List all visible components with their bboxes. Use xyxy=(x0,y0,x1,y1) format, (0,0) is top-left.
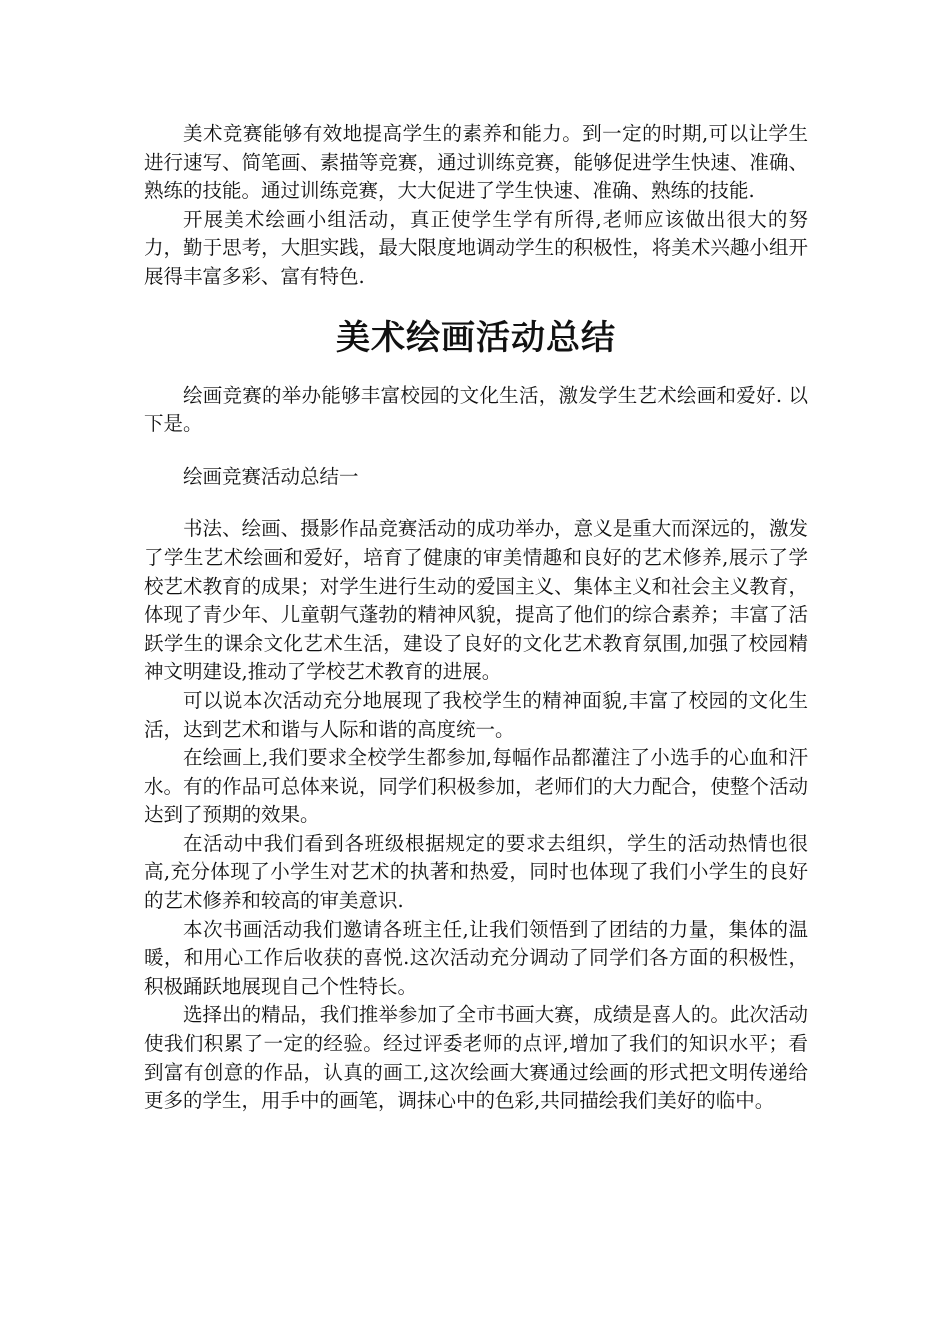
spacer xyxy=(144,491,808,515)
document-title: 美术绘画活动总结 xyxy=(336,317,616,358)
body-paragraph-3: 在绘画上,我们要求全校学生都参加,每幅作品都灌注了小选手的心血和汗水。有的作品可总体来说，同学们积极参加，老师们的大力配合，使整个活动达到了预期的效果。 xyxy=(144,746,808,827)
body-paragraph-5: 本次书画活动我们邀请各班主任,让我们领悟到了团结的力量，集体的温暖，和用心工作后收获的喜悦.这次活动充分调动了同学们各方面的积极性，积极踊跃地展现自己个性特长。 xyxy=(144,917,808,998)
body-paragraph-6: 选择出的精品，我们推举参加了全市书画大赛，成绩是喜人的。此次活动使我们积累了一定的经验。经过评委老师的点评,增加了我们的知识水平；看到富有创意的作品，认真的画工,这次绘画大赛通过绘画的形式把文明传递给更多的学生，用手中的画笔，调抹心中的色彩,共同描绘我们美好的临中。 xyxy=(144,1003,808,1113)
section-heading: 绘画竞赛活动总结一 xyxy=(183,464,359,488)
body-paragraph-1: 书法、绘画、摄影作品竞赛活动的成功举办，意义是重大而深远的，激发了学生艺术绘画和爱好，培育了健康的审美情趣和良好的艺术修养,展示了学校艺术教育的成果；对学生进行生动的爱国主义、集体主义和社会主义教育，体现了青少年、儿童朝气蓬勃的精神风貌，提高了他们的综合素养；丰富了活跃学生的课余文化艺术生活，建设了良好的文化艺术教育氛围,加强了校园精神文明建设,推动了学校艺术教育的进展。 xyxy=(144,517,808,684)
intro-paragraph-2: 开展美术绘画小组活动，真正使学生学有所得,老师应该做出很大的努力，勤于思考，大胆实践，最大限度地调动学生的积极性，将美术兴趣小组开展得丰富多彩、富有特色. xyxy=(144,207,808,288)
body-paragraph-4: 在活动中我们看到各班级根据规定的要求去组织，学生的活动热情也很高,充分体现了小学生对艺术的执著和热爱，同时也体现了我们小学生的良好的艺术修养和较高的审美意识. xyxy=(144,831,808,913)
spacer xyxy=(144,439,808,463)
lead-paragraph: 绘画竞赛的举办能够丰富校园的文化生活，激发学生艺术绘画和爱好. 以下是。 xyxy=(144,383,808,436)
body-paragraph-2: 可以说本次活动充分地展现了我校学生的精神面貌,丰富了校园的文化生活，达到艺术和谐与人际和谐的高度统一。 xyxy=(144,688,808,741)
document-page xyxy=(144,120,808,1116)
intro-paragraph-1: 美术竞赛能够有效地提高学生的素养和能力。到一定的时期,可以让学生进行速写、简笔画、素描等竞赛，通过训练竞赛，能够促进学生快速、准确、熟练的技能。通过训练竞赛，大大促进了学生快速、准确、熟练的技能. xyxy=(144,122,808,203)
